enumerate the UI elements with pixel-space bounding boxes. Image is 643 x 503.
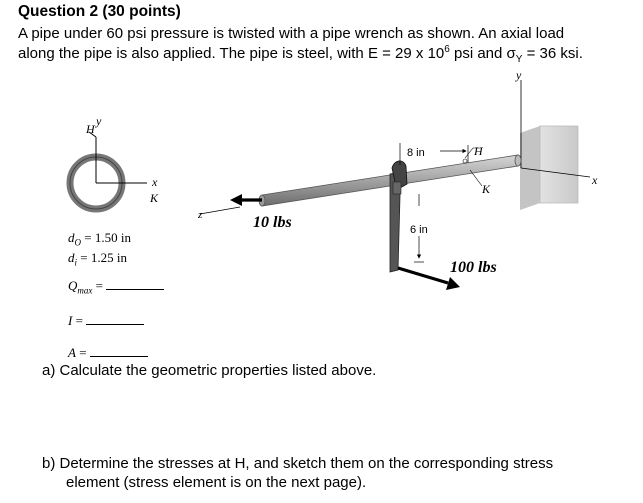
- section-label-y: y: [96, 114, 102, 128]
- section-label-x: x: [152, 175, 158, 189]
- yield-subscript: Y: [515, 54, 523, 65]
- cross-section: [70, 114, 159, 209]
- property-qmax: [68, 278, 164, 296]
- qmax-subscript: max: [77, 285, 93, 296]
- part-a: a) Calculate the geometric properties listed above.: [42, 362, 377, 379]
- dim-8-label: 8 in: [407, 147, 425, 159]
- pipe-wall-end: [515, 155, 521, 166]
- part-b-line-2: element (stress element is on the next page).: [66, 474, 367, 491]
- global-label-z: z: [198, 209, 203, 221]
- property-di: [68, 250, 127, 268]
- di-subscript: i: [74, 257, 78, 268]
- i-symbol: I: [68, 313, 73, 328]
- wrench-adjust-nut: [393, 182, 401, 194]
- property-do: [68, 230, 131, 248]
- i-equals: =: [72, 313, 87, 328]
- global-z-axis: [200, 207, 240, 214]
- statement-line-2-text: along the pipe is also applied. The pipe is steel, with E = 29 x 10: [18, 45, 445, 62]
- statement-line-2-end: = 36 ksi.: [522, 45, 583, 62]
- qmax-symbol: Q: [68, 278, 78, 293]
- label-k: K: [482, 182, 491, 196]
- question-title: Question 2 (30 points): [18, 3, 181, 20]
- i-answer-blank[interactable]: [86, 324, 144, 325]
- pipe-wrench: [390, 161, 407, 272]
- fixed-wall: [520, 126, 578, 210]
- problem-statement-line-1: A pipe under 60 psi pressure is twisted with a pipe wrench as shown. An axial load: [18, 25, 565, 42]
- load-100-arrowhead: [446, 277, 460, 290]
- load-10-label: 10 lbs: [253, 214, 292, 231]
- property-a: [68, 345, 148, 361]
- qmax-answer-blank[interactable]: [106, 289, 164, 290]
- a-symbol: A: [68, 345, 76, 360]
- label-h: H: [474, 144, 483, 158]
- load-100-label: 100 lbs: [450, 259, 497, 276]
- load-100-arrow-shaft: [398, 268, 448, 283]
- section-label-k: K: [150, 191, 159, 205]
- qmax-equals: =: [92, 278, 107, 293]
- load-10-arrowhead: [230, 194, 242, 206]
- di-symbol: d: [68, 250, 75, 265]
- do-subscript: O: [74, 237, 81, 248]
- global-label-y: y: [516, 68, 522, 82]
- point-h-marker: [463, 159, 467, 163]
- a-answer-blank[interactable]: [90, 356, 148, 357]
- section-label-h: H: [86, 122, 95, 136]
- a-equals: =: [75, 345, 90, 360]
- dim-6-label: 6 in: [410, 224, 428, 236]
- exponent: 6: [444, 44, 450, 55]
- do-value: = 1.50 in: [81, 230, 131, 245]
- part-b-line-1: b) Determine the stresses at H, and sketch them on the corresponding stress: [42, 455, 554, 472]
- property-i: [68, 313, 144, 329]
- di-value: = 1.25 in: [77, 250, 127, 265]
- statement-line-2-mid: psi and σ: [449, 45, 516, 62]
- global-label-x: x: [592, 173, 598, 187]
- do-symbol: d: [68, 230, 75, 245]
- wall-face: [540, 126, 578, 203]
- problem-statement-line-2: [18, 44, 583, 65]
